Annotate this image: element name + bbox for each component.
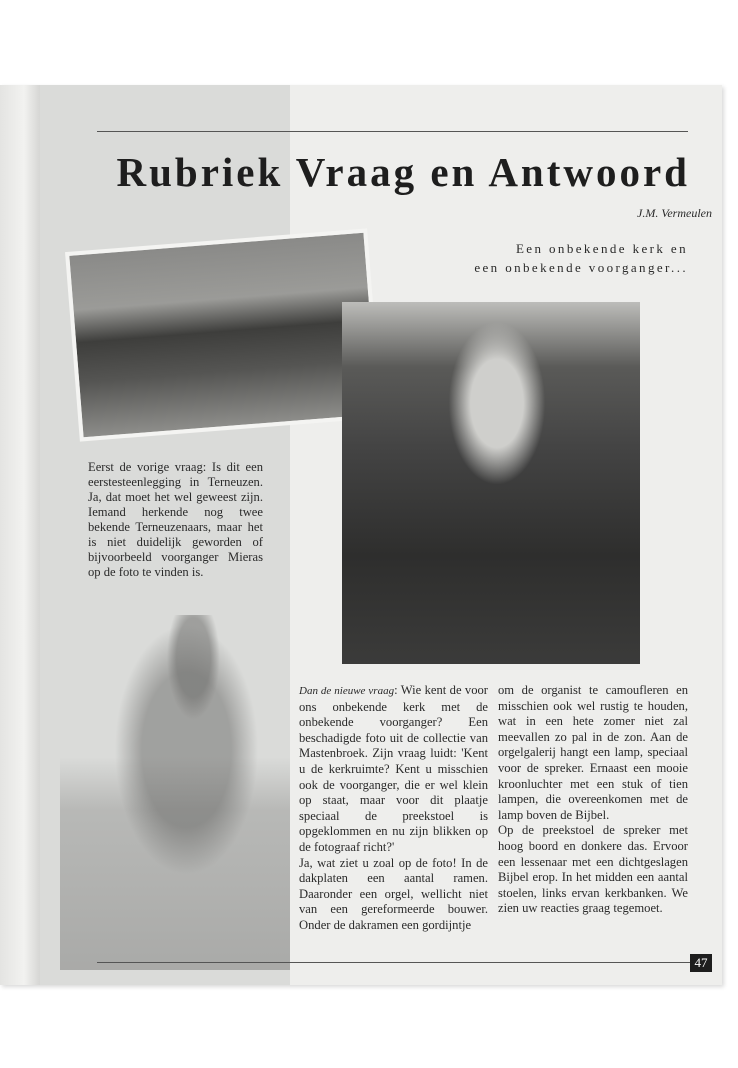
subtitle-line-2: een onbekende voorganger...	[474, 260, 688, 275]
col2-paragraph-2: Op de preekstoel de spreker met hoog boord en donkere das. Ervoor een lessenaar met een dichtgeslagen Bijbel erop. In het midden een aantal stoelen, links ervan kerkbanken. We zien uw reacties graag tegemoet.	[498, 823, 688, 916]
page-number: 47	[690, 954, 712, 972]
col1-paragraph-2: Ja, wat ziet u zoal op de foto! In de dakplaten een aantal ramen. Daaronder een orgel, wellicht niet van een gereformeerde bouwer. Onder de dakramen een gordijntje	[299, 855, 488, 932]
column-1	[299, 683, 488, 934]
page-title: Rubriek Vraag en Antwoord	[116, 149, 690, 195]
subtitle-line-1: Een onbekende kerk en	[515, 241, 688, 256]
new-question-lead: Dan de nieuwe vraag	[299, 685, 395, 697]
column-2	[498, 683, 688, 917]
bottom-rule	[97, 962, 690, 963]
author: J.M. Vermeulen	[637, 206, 712, 220]
previous-question-text: Eerst de vorige vraag: Is dit een eerstesteenlegging in Terneuzen. Ja, dat moet het wel geweest zijn. Iemand herkende nog twee bekende Terneuzenaars, maar het is niet duidelijk geworden of bijvoorbeeld voorganger Mieras op de foto te vinden is.	[88, 460, 263, 579]
col1-paragraph-1: : Wie kent de voor ons onbekende kerk met de onbekende voorganger? Een beschadigde foto uit de collectie van Mastenbroek. Zijn vraag luidt: 'Kent u de kerkruimte? Kent u misschien ook de voorganger, die er wel klein op staat, maar voor dit plaatje speciaal de preekstoel is opgeklommen en nu zijn blikken op de fotograaf richt?'	[299, 683, 488, 854]
church-interior-photo	[342, 302, 640, 664]
group-photo	[65, 228, 382, 441]
col2-paragraph-1: om de organist te camoufleren en misschien ook wel rustig te houden, wat in een hete zomer niet zal meevallen zo pal in de zon. Aan de orgelgalerij hangt een lamp, speciaal voor de spreker. Ernaast een mooie kroonluchter met een stuk of tien lampen, die overeenkomen met de lamp boven de Bijbel.	[498, 683, 688, 822]
page-spine	[0, 85, 40, 985]
faded-preacher-photo	[60, 615, 290, 970]
top-rule	[97, 131, 688, 132]
